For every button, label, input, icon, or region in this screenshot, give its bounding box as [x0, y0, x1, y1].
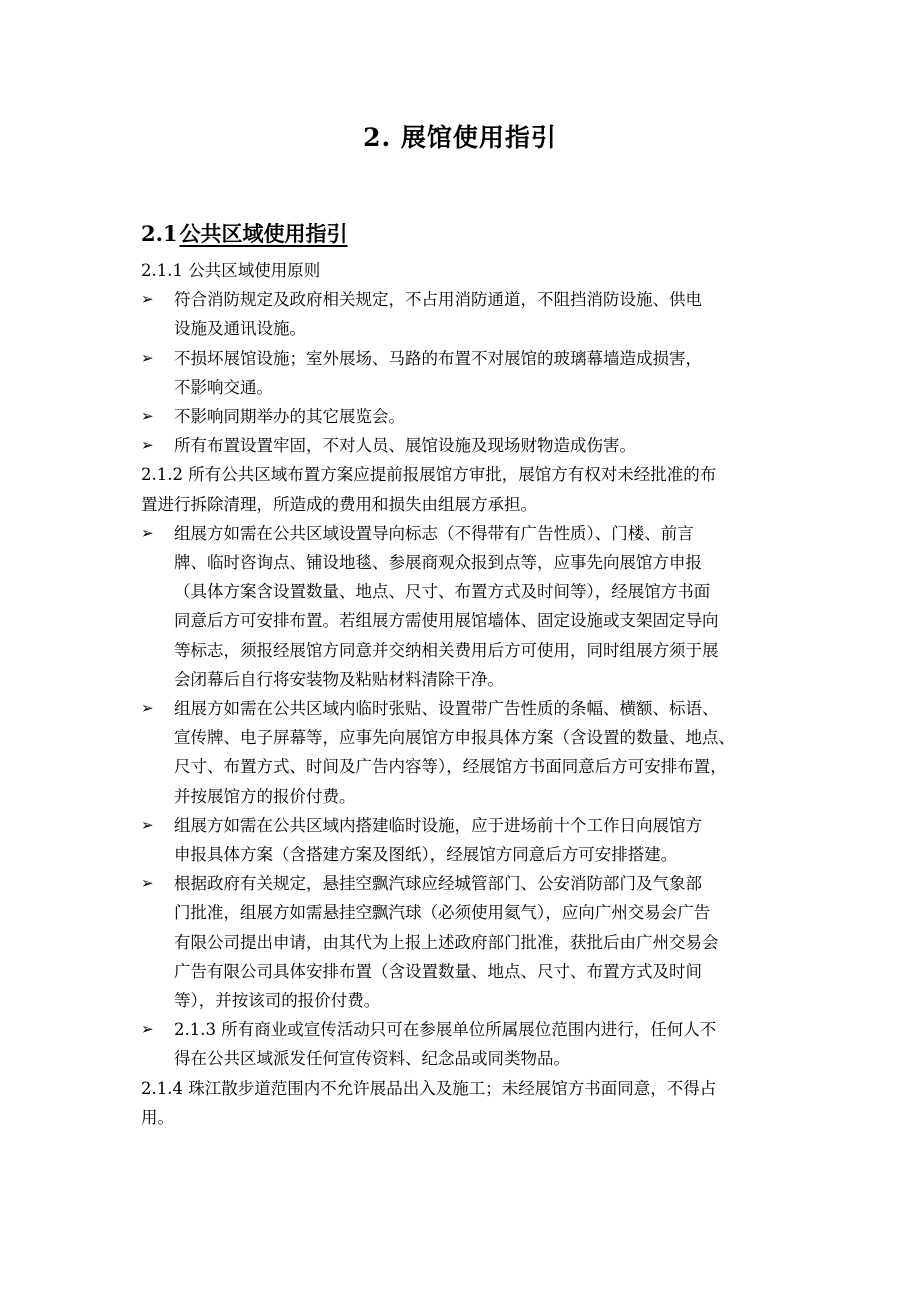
bullet-line: 门批准，组展方如需悬挂空飘汽球（必须使用氦气），应向广州交易会广告 [174, 903, 711, 923]
bullet-arrow-icon: ➢ [141, 1020, 154, 1039]
bullet-line: 同意后方可安排布置。若组展方需使用展馆墙体、固定设施或支架固定导向 [174, 611, 719, 631]
bullet-arrow-icon: ➢ [141, 699, 154, 718]
bullet-arrow-icon: ➢ [141, 436, 154, 455]
bullet-item [141, 869, 789, 1015]
bullet-line: 等标志，须报经展馆方同意并交纳相关费用后方可使用，同时组展方须于展 [174, 640, 719, 660]
section-heading [141, 218, 348, 248]
subsection-heading-2-1-1: 2.1.1 公共区域使用原则 [141, 261, 321, 280]
section-number: 2.1 [141, 221, 178, 246]
bullet-item [141, 694, 789, 811]
bullet-arrow-icon: ➢ [141, 407, 154, 426]
section-title: 公共区域使用指引 [179, 221, 348, 246]
bullet-line: 广告有限公司具体安排布置（含设置数量、地点、尺寸、布置方式及时间 [174, 961, 702, 981]
bullet-line: 尺寸、布置方式、时间及广告内容等），经展馆方书面同意后方可安排布置， [174, 757, 727, 777]
bullet-arrow-icon: ➢ [141, 815, 154, 834]
bullet-line: 所有布置设置牢固，不对人员、展馆设施及现场财物造成伤害。 [174, 436, 636, 456]
bullet-arrow-icon: ➢ [141, 348, 154, 367]
bullet-line: 等），并按该司的报价付费。 [174, 991, 381, 1011]
bullet-line: 并按展馆方的报价付费。 [174, 786, 356, 806]
bullet-line: 不影响交通。 [174, 377, 273, 397]
paragraph-line: 用。 [141, 1107, 174, 1127]
bullet-arrow-icon: ➢ [141, 523, 154, 542]
bullet-item [141, 431, 789, 460]
bullet-line: 会闭幕后自行将安装物及粘贴材料清除干净。 [174, 669, 504, 689]
bullet-line: 牌、临时咨询点、铺设地毯、参展商观众报到点等，应事先向展馆方申报 [174, 553, 702, 573]
paragraph-line: 置进行拆除清理，所造成的费用和损失由组展方承担。 [141, 494, 537, 514]
document-body [141, 256, 789, 1132]
chapter-title: 2. 展馆使用指引 [363, 123, 557, 152]
bullet-item [141, 811, 789, 869]
paragraph-2-1-4 [141, 1074, 789, 1132]
bullet-item [141, 1015, 789, 1073]
paragraph-2-1-2 [141, 460, 789, 518]
paragraph-line: 2.1.4 珠江散步道范围内不允许展品出入及施工；未经展馆方书面同意，不得占 [141, 1078, 717, 1098]
paragraph-line: 2.1.2 所有公共区域布置方案应提前报展馆方审批，展馆方有权对未经批准的布 [141, 465, 717, 485]
bullet-line: 组展方如需在公共区域内临时张贴、设置带广告性质的条幅、横额、标语、 [174, 699, 719, 719]
bullet-item [141, 285, 789, 343]
bullet-line: 符合消防规定及政府相关规定，不占用消防通道，不阻挡消防设施、供电 [174, 290, 702, 310]
bullet-line: 根据政府有关规定，悬挂空飘汽球应经城管部门、公安消防部门及气象部 [174, 874, 702, 894]
bullet-line: 2.1.3 所有商业或宣传活动只可在参展单位所属展位范围内进行，任何人不 [174, 1020, 717, 1040]
bullet-line: （具体方案含设置数量、地点、尺寸、布置方式及时间等），经展馆方书面 [174, 582, 711, 602]
bullet-item [141, 519, 789, 694]
bullet-line: 有限公司提出申请，由其代为上报上述政府部门批准，获批后由广州交易会 [174, 932, 719, 952]
bullet-arrow-icon: ➢ [141, 290, 154, 309]
bullet-item [141, 344, 789, 402]
bullet-line: 组展方如需在公共区域设置导向标志（不得带有广告性质）、门楼、前言 [174, 523, 694, 543]
bullet-line: 宣传牌、电子屏幕等，应事先向展馆方申报具体方案（含设置的数量、地点、 [174, 728, 735, 748]
bullet-item [141, 402, 789, 431]
bullet-arrow-icon: ➢ [141, 874, 154, 893]
bullet-line: 设施及通讯设施。 [174, 319, 306, 339]
bullet-line: 组展方如需在公共区域内搭建临时设施，应于进场前十个工作日向展馆方 [174, 815, 702, 835]
bullet-line: 不损坏展馆设施；室外展场、马路的布置不对展馆的玻璃幕墙造成损害， [174, 348, 702, 368]
bullet-line: 得在公共区域派发任何宣传资料、纪念品或同类物品。 [174, 1049, 570, 1069]
bullet-line: 不影响同期举办的其它展览会。 [174, 407, 405, 427]
bullet-line: 申报具体方案（含搭建方案及图纸），经展馆方同意后方可安排搭建。 [174, 845, 678, 865]
